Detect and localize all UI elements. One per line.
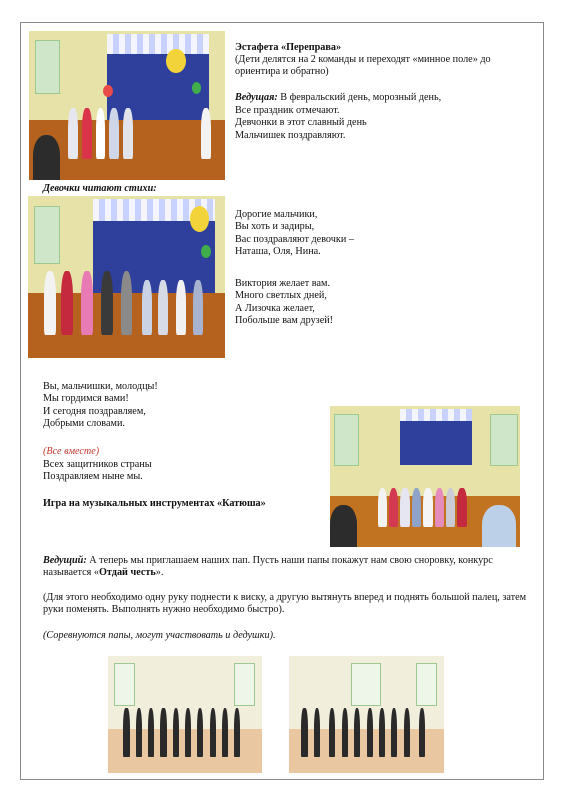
photo-relay	[29, 31, 225, 180]
relay-description: (Дети делятся на 2 команды и переходят «минное поле» до ориентира и обратно)	[235, 54, 491, 78]
photo-instruments-game	[330, 406, 520, 547]
game-title: Игра на музыкальных инструментах «Катюша»	[43, 498, 266, 509]
leader-speaker: Ведущая:	[235, 92, 278, 103]
together-verse: Всех защитников страны Поздравляем ныне мы.	[43, 459, 152, 483]
leader-intro	[235, 92, 525, 104]
poem-stanza-2: Виктория желает вам. Много светлых дней, А Лизочка желает, Побольше вам друзей!	[235, 278, 334, 327]
photo-girls-poems	[28, 196, 225, 358]
contest-instructions: (Для этого необходимо одну руку поднести к виску, а другую вытянуть вперед и поднять большой палец, затем руки поменять. Выполнять нужно необходимо быстро).	[43, 592, 527, 616]
leader2-speaker: Ведущий:	[43, 555, 87, 566]
leader-first-line: В февральский день, морозный день,	[280, 92, 442, 103]
leader-invitation	[43, 555, 533, 580]
photo-dads-contest-2	[289, 656, 444, 773]
compete-note: (Соревнуются папы, могут участвовать и дедушки).	[43, 630, 276, 641]
contest-name: Отдай честь	[99, 567, 156, 579]
poem-stanza-3: Вы, мальчишки, молодцы! Мы гордимся вами! И сегодня поздравляем, Добрыми словами.	[43, 381, 158, 430]
poem-stanza-1: Дорогие мальчики, Вы хоть и задиры, Вас поздравляют девочки – Наташа, Оля, Нина.	[235, 209, 354, 258]
leader-verse: Все праздник отмечают. Девчонки в этот славный день Мальчишек поздравляют.	[235, 105, 367, 141]
girls-heading: Девочки читают стихи:	[43, 183, 157, 194]
relay-title: Эстафета «Переправа»	[235, 42, 342, 53]
together-note: (Все вместе)	[43, 446, 100, 457]
leader2-text-a: А теперь мы приглашаем наших пап. Пусть наши папы покажут нам свою сноровку, конкурс называется «	[43, 555, 493, 579]
photo-dads-contest-1	[108, 656, 262, 773]
leader2-text-b: ».	[155, 567, 164, 579]
